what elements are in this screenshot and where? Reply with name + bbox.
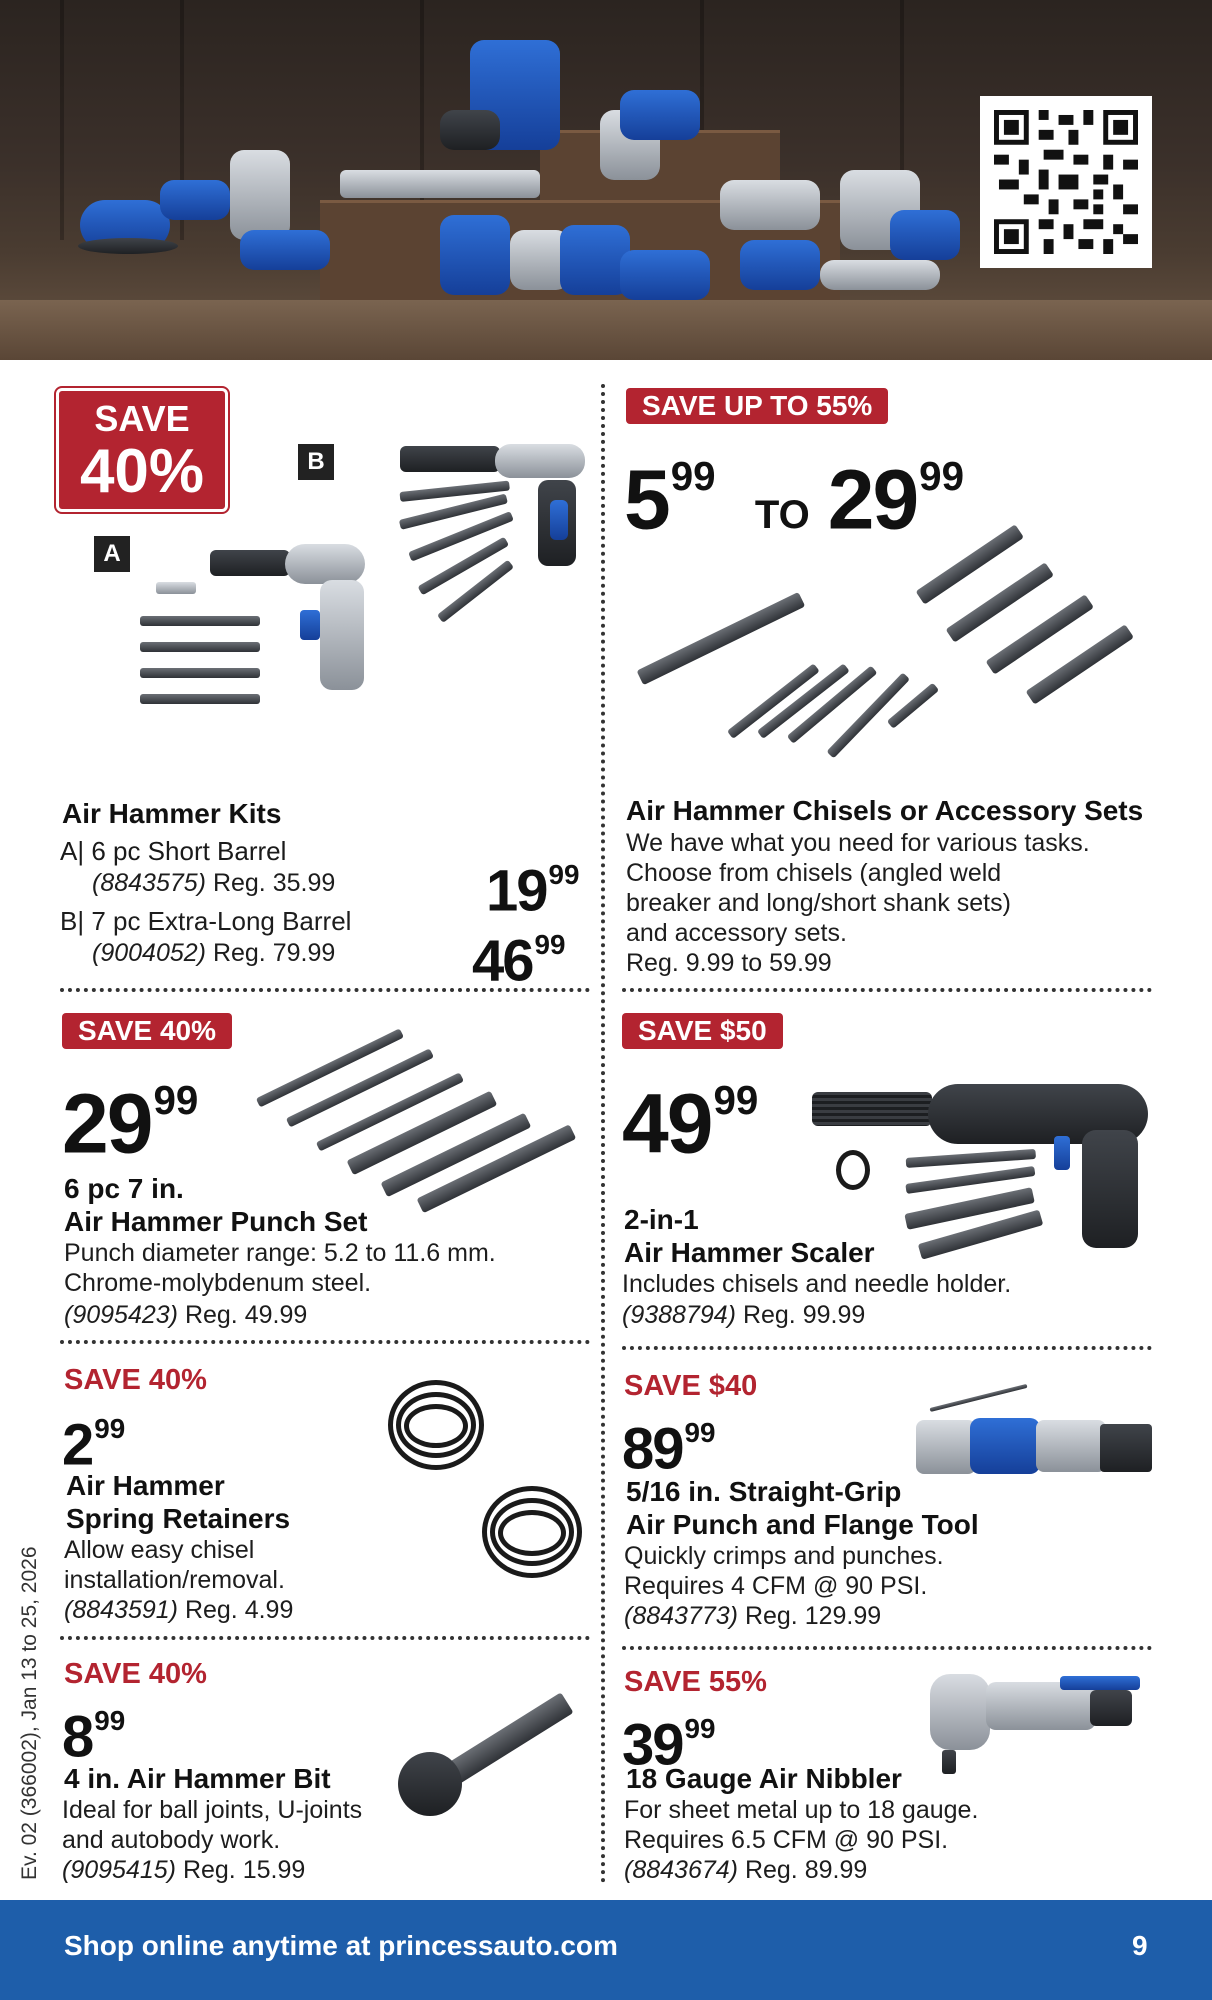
kit-b-name: B| 7 pc Extra-Long Barrel bbox=[60, 906, 352, 936]
bit-save: SAVE 40% bbox=[64, 1658, 207, 1690]
springs-details bbox=[64, 1595, 293, 1626]
scaler-sku: (9388794) bbox=[622, 1301, 736, 1329]
kits-title: Air Hammer Kits bbox=[62, 798, 282, 829]
punch-set-reg: Reg. 49.99 bbox=[184, 1301, 308, 1329]
flange-title-line2: Air Punch and Flange Tool bbox=[626, 1509, 979, 1540]
save-badge-line1: SAVE bbox=[94, 398, 190, 439]
scaler-details bbox=[622, 1300, 865, 1331]
chisels-price-high-dollars: 29 bbox=[827, 452, 918, 547]
nibbler-title: 18 Gauge Air Nibbler bbox=[626, 1763, 902, 1794]
save-badge bbox=[56, 388, 228, 512]
springs-price-cents: 99 bbox=[94, 1413, 126, 1444]
flange-price-cents: 99 bbox=[684, 1417, 716, 1448]
kit-a-label: A bbox=[94, 536, 130, 572]
flange-reg: Reg. 129.99 bbox=[744, 1602, 882, 1630]
nibbler-reg: Reg. 89.99 bbox=[744, 1856, 868, 1884]
bit-desc-line1: Ideal for ball joints, U-joints bbox=[62, 1796, 363, 1824]
chisels-desc-line3: breaker and long/short shank sets) bbox=[626, 889, 1011, 917]
kit-a-sku: (8843575) bbox=[92, 869, 206, 897]
flange-save: SAVE $40 bbox=[624, 1370, 758, 1402]
springs-sku: (8843591) bbox=[64, 1596, 178, 1624]
nibbler-price-dollars: 39 bbox=[622, 1712, 683, 1778]
chisels-desc-line1: We have what you need for various tasks. bbox=[626, 829, 1090, 857]
nibbler-desc-line2: Requires 6.5 CFM @ 90 PSI. bbox=[624, 1826, 949, 1854]
punch-set-title-line2: Air Hammer Punch Set bbox=[64, 1206, 368, 1237]
kit-b-reg: Reg. 79.99 bbox=[212, 939, 336, 967]
chisels-save-badge: SAVE UP TO 55% bbox=[626, 388, 888, 424]
punch-set-save-badge: SAVE 40% bbox=[62, 1013, 232, 1049]
punch-set-desc-line1: Punch diameter range: 5.2 to 11.6 mm. bbox=[64, 1239, 496, 1267]
nibbler-details bbox=[624, 1855, 867, 1886]
chisels-reg: Reg. 9.99 to 59.99 bbox=[626, 949, 832, 977]
bit-reg: Reg. 15.99 bbox=[182, 1856, 306, 1884]
bit-price-cents: 99 bbox=[94, 1705, 126, 1736]
kit-a-price-cents: 99 bbox=[548, 859, 580, 890]
kit-a-reg: Reg. 35.99 bbox=[212, 869, 336, 897]
kit-b-sku: (9004052) bbox=[92, 939, 206, 967]
kit-b-price bbox=[472, 916, 566, 994]
scaler-title-line2: Air Hammer Scaler bbox=[624, 1237, 875, 1268]
nibbler-price-cents: 99 bbox=[684, 1713, 716, 1744]
springs-desc-line2: installation/removal. bbox=[64, 1566, 285, 1594]
flange-desc-line1: Quickly crimps and punches. bbox=[624, 1542, 944, 1570]
punch-set-price-dollars: 29 bbox=[62, 1076, 152, 1171]
bit-sku: (9095415) bbox=[62, 1856, 176, 1884]
springs-save: SAVE 40% bbox=[64, 1364, 207, 1396]
kit-a-price-dollars: 19 bbox=[486, 858, 547, 924]
scaler-price-dollars: 49 bbox=[622, 1076, 712, 1171]
chisels-price-to: TO bbox=[754, 493, 810, 538]
chisels-price-range bbox=[624, 434, 964, 557]
flange-details bbox=[624, 1601, 881, 1632]
kit-b-label: B bbox=[298, 444, 334, 480]
punch-set-title-line1: 6 pc 7 in. bbox=[64, 1173, 184, 1204]
flange-price bbox=[622, 1404, 716, 1482]
row-divider bbox=[622, 1646, 1152, 1650]
chisels-desc-line2: Choose from chisels (angled weld bbox=[626, 859, 1002, 887]
kit-b-details bbox=[92, 938, 335, 969]
scaler-desc-line1: Includes chisels and needle holder. bbox=[622, 1270, 1012, 1298]
nibbler-sku: (8843674) bbox=[624, 1856, 738, 1884]
scaler-price bbox=[622, 1058, 759, 1171]
shop-online-link[interactable]: Shop online anytime at princessauto.com bbox=[64, 1930, 618, 1961]
punch-set-price-cents: 99 bbox=[153, 1077, 199, 1123]
springs-title-line2: Spring Retainers bbox=[66, 1503, 291, 1534]
bit-price bbox=[62, 1692, 126, 1770]
kit-a-name: A| 6 pc Short Barrel bbox=[60, 836, 287, 866]
springs-title-line1: Air Hammer bbox=[66, 1470, 225, 1501]
qr-code[interactable] bbox=[980, 96, 1152, 268]
punch-set-sku: (9095423) bbox=[64, 1301, 178, 1329]
springs-reg: Reg. 4.99 bbox=[184, 1596, 294, 1624]
edition-note: Ev. 02 (366002), Jan 13 to 25, 2026 bbox=[18, 1546, 41, 1880]
springs-desc-line1: Allow easy chisel bbox=[64, 1536, 255, 1564]
punch-set-desc-line2: Chrome-molybdenum steel. bbox=[64, 1269, 372, 1297]
flange-title-line1: 5/16 in. Straight-Grip bbox=[626, 1476, 902, 1507]
chisels-title: Air Hammer Chisels or Accessory Sets bbox=[626, 795, 1144, 826]
flange-sku: (8843773) bbox=[624, 1602, 738, 1630]
kit-a-price bbox=[486, 846, 580, 924]
springs-price bbox=[62, 1400, 126, 1478]
footer-bar bbox=[0, 1900, 1212, 2000]
nibbler-desc-line1: For sheet metal up to 18 gauge. bbox=[624, 1796, 979, 1824]
chisels-price-low-dollars: 5 bbox=[624, 452, 669, 547]
punch-set-details bbox=[64, 1300, 307, 1331]
scaler-save-badge: SAVE $50 bbox=[622, 1013, 783, 1049]
row-divider bbox=[622, 1346, 1152, 1350]
scaler-reg: Reg. 99.99 bbox=[742, 1301, 866, 1329]
kit-b-price-dollars: 46 bbox=[472, 928, 533, 994]
save-badge-line2: 40% bbox=[79, 437, 205, 506]
bit-title: 4 in. Air Hammer Bit bbox=[64, 1763, 331, 1794]
scaler-price-cents: 99 bbox=[713, 1077, 759, 1123]
page-number: 9 bbox=[1132, 1930, 1148, 1961]
chisels-price-low-cents: 99 bbox=[670, 453, 716, 499]
nibbler-save: SAVE 55% bbox=[624, 1666, 767, 1698]
springs-price-dollars: 2 bbox=[62, 1412, 93, 1478]
chisels-desc-line4: and accessory sets. bbox=[626, 919, 847, 947]
hero-image bbox=[0, 0, 1212, 360]
flange-desc-line2: Requires 4 CFM @ 90 PSI. bbox=[624, 1572, 928, 1600]
row-divider bbox=[60, 1636, 590, 1640]
kit-a-details bbox=[92, 868, 335, 899]
bit-price-dollars: 8 bbox=[62, 1704, 93, 1770]
kit-b-price-cents: 99 bbox=[534, 929, 566, 960]
bit-desc-line2: and autobody work. bbox=[62, 1826, 281, 1854]
qr-code-icon bbox=[994, 110, 1138, 254]
scaler-title-line1: 2-in-1 bbox=[624, 1204, 699, 1235]
chisels-price-high-cents: 99 bbox=[919, 453, 965, 499]
row-divider bbox=[622, 988, 1152, 992]
vertical-divider bbox=[601, 384, 605, 1884]
punch-set-price bbox=[62, 1058, 199, 1171]
bit-details bbox=[62, 1855, 305, 1886]
row-divider bbox=[60, 1340, 590, 1344]
flange-price-dollars: 89 bbox=[622, 1416, 683, 1482]
